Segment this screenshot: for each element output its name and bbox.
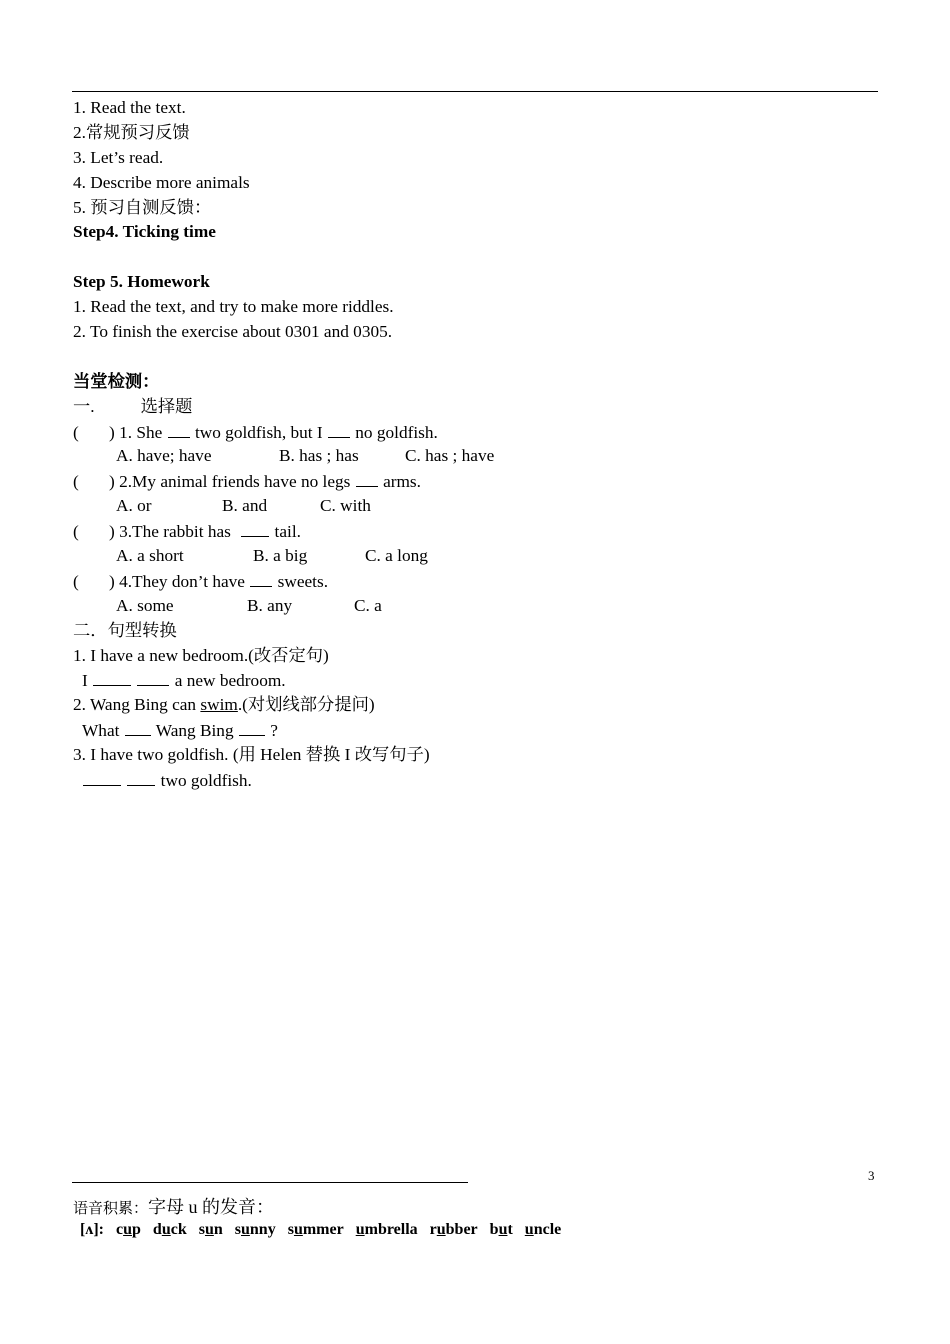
phonics-word: sun	[198, 1221, 223, 1238]
answer-paren[interactable]: (	[73, 422, 79, 442]
phonics-word: duck	[152, 1221, 187, 1238]
step-item: 2.常规预习反馈	[73, 122, 190, 142]
question-text: .(对划线部分提问)	[237, 695, 375, 715]
step4-heading: Step4. Ticking time	[73, 222, 216, 242]
question-text: tail.	[274, 522, 301, 542]
underlined-word: swim	[200, 695, 238, 715]
option-a: A. or	[116, 496, 152, 516]
step-item: 4. Describe more animals	[73, 172, 250, 192]
answer-paren[interactable]: (	[73, 571, 79, 591]
option-c: C. a long	[365, 546, 428, 566]
question-text: 2. Wang Bing can	[73, 695, 197, 715]
answer-blank[interactable]	[356, 469, 378, 487]
section1-title: 选择题	[140, 396, 193, 416]
mc-options-1	[73, 444, 878, 469]
transform-answer-1	[73, 668, 878, 693]
option-c: C. a	[354, 595, 382, 615]
section2-heading: 二．句型转换	[73, 620, 177, 640]
footer-note	[73, 1193, 274, 1219]
phonics-word: rubber	[429, 1221, 478, 1238]
phonics-word: summer	[287, 1221, 344, 1238]
mc-question-4	[73, 569, 878, 594]
answer-blank[interactable]	[125, 718, 151, 736]
question-text: ) 3.The rabbit has	[109, 522, 231, 542]
test-heading: 当堂检测：	[73, 371, 160, 391]
option-a: A. have; have	[116, 446, 212, 466]
answer-blank[interactable]	[127, 768, 155, 786]
answer-text: I	[82, 671, 88, 691]
option-c: C. has ; have	[405, 446, 495, 466]
option-b: B. a big	[253, 546, 308, 566]
question-text: ) 1. She	[109, 422, 163, 442]
phoneme: [ʌ]:	[80, 1221, 104, 1238]
step-item: 5. 预习自测反馈：	[73, 197, 212, 217]
phonics-word: umbrella	[355, 1221, 418, 1238]
transform-answer-3	[73, 768, 878, 793]
question-text: arms.	[383, 472, 421, 492]
phonics-line	[80, 1221, 569, 1239]
option-b: B. and	[222, 496, 268, 516]
option-c: C. with	[320, 496, 371, 516]
spacer	[73, 245, 878, 270]
answer-text: a new bedroom.	[174, 671, 286, 691]
step-item: 3. Let’s read.	[73, 147, 164, 167]
mc-options-4	[73, 594, 878, 619]
transform-answer-2	[73, 718, 878, 743]
answer-blank[interactable]	[328, 420, 350, 438]
phonics-word: sunny	[234, 1221, 276, 1238]
answer-blank[interactable]	[93, 668, 131, 686]
answer-blank[interactable]	[239, 718, 265, 736]
answer-text: ?	[270, 721, 278, 741]
answer-blank[interactable]	[241, 519, 269, 537]
footer-label: 语音积累：	[73, 1201, 149, 1217]
page-number: 3	[868, 1168, 875, 1183]
mc-question-2	[73, 469, 878, 494]
answer-text: Wang Bing	[155, 721, 234, 741]
answer-text: two goldfish.	[160, 771, 252, 791]
question-text: ) 2.My animal friends have no legs	[109, 472, 351, 492]
mc-options-2	[73, 494, 878, 519]
option-a: A. some	[116, 595, 174, 615]
question-text: ) 4.They don’t have	[109, 571, 245, 591]
page-content	[73, 96, 878, 793]
step5-heading: Step 5. Homework	[73, 272, 210, 292]
option-b: B. any	[247, 595, 293, 615]
question-text: no goldfish.	[355, 422, 438, 442]
transform-question-2	[73, 693, 878, 718]
mc-options-3	[73, 544, 878, 569]
transform-question-3: 3. I have two goldfish. (用 Helen 替换 I 改写句子)	[73, 745, 430, 765]
mc-question-1	[73, 420, 878, 445]
homework-item: 2. To finish the exercise about 0301 and 0305.	[73, 322, 393, 342]
answer-blank[interactable]	[250, 569, 272, 587]
homework-item: 1. Read the text, and try to make more riddles.	[73, 297, 394, 317]
section1-heading	[73, 395, 878, 420]
section1-number: 一.	[73, 396, 95, 416]
mc-question-3	[73, 519, 878, 544]
phonics-word: uncle	[524, 1221, 562, 1238]
spacer	[73, 345, 878, 370]
answer-text: What	[82, 721, 120, 741]
answer-blank[interactable]	[137, 668, 169, 686]
answer-paren[interactable]: (	[73, 522, 79, 542]
option-a: A. a short	[116, 546, 184, 566]
answer-paren[interactable]: (	[73, 472, 79, 492]
footer-title: 字母 u 的发音：	[148, 1197, 275, 1217]
option-b: B. has ; has	[279, 446, 359, 466]
question-text: sweets.	[277, 571, 329, 591]
footer-rule	[72, 1182, 468, 1183]
header-rule	[72, 91, 878, 92]
transform-question-1: 1. I have a new bedroom.(改否定句)	[73, 645, 329, 665]
answer-blank[interactable]	[168, 420, 190, 438]
question-text: two goldfish, but I	[194, 422, 323, 442]
phonics-word: but	[489, 1221, 513, 1238]
step-item: 1. Read the text.	[73, 98, 186, 117]
phonics-word: cup	[115, 1221, 141, 1238]
answer-blank[interactable]	[83, 768, 121, 786]
